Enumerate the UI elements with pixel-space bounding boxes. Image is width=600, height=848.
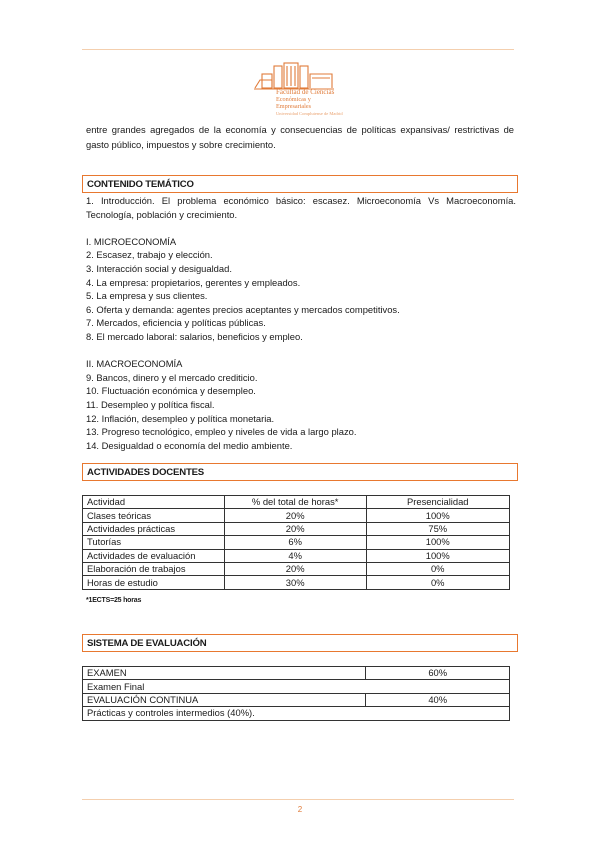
table-row xyxy=(83,562,510,575)
table-row xyxy=(83,549,510,562)
contenido-heading: CONTENIDO TEMÁTICO xyxy=(82,175,518,193)
actividades-heading: ACTIVIDADES DOCENTES xyxy=(82,463,518,481)
evaluacion-heading: SISTEMA DE EVALUACIÓN xyxy=(82,634,518,652)
table-cell: Actividades de evaluación xyxy=(83,549,225,562)
ects-note: *1ECTS=25 horas xyxy=(86,597,142,604)
table-cell: 4% xyxy=(224,549,366,562)
list-item: 13. Progreso tecnológico, empleo y niveles de vida a largo plazo. xyxy=(86,426,357,438)
table-row xyxy=(83,680,510,693)
list-item: 6. Oferta y demanda: agentes precios aceptantes y mercados competitivos. xyxy=(86,303,400,315)
table-cell: Prácticas y controles intermedios (40%). xyxy=(83,707,510,720)
table-cell: Actividades prácticas xyxy=(83,522,225,535)
list-item: 14. Desigualdad o economía del medio ambiente. xyxy=(86,439,293,451)
table-cell: Examen Final xyxy=(83,680,510,693)
table-cell: 0% xyxy=(366,562,510,575)
list-item: 7. Mercados, eficiencia y políticas públicas. xyxy=(86,317,266,329)
header-rule xyxy=(82,49,514,50)
actividades-table xyxy=(82,495,510,590)
table-cell: 75% xyxy=(366,522,510,535)
table-cell: 20% xyxy=(224,522,366,535)
table-row xyxy=(83,536,510,549)
macro-heading: II. MACROECONOMÍA xyxy=(86,358,183,370)
list-item: 5. La empresa y sus clientes. xyxy=(86,290,208,302)
table-header-row xyxy=(83,496,510,509)
list-item: 9. Bancos, dinero y el mercado crediticio. xyxy=(86,371,258,383)
table-cell: 40% xyxy=(366,693,510,706)
table-row xyxy=(83,522,510,535)
logo-line-3: Universidad Complutense de Madrid xyxy=(276,111,343,116)
list-item: 4. La empresa: propietarios, gerentes y empleados. xyxy=(86,276,301,288)
list-item: 11. Desempleo y política fiscal. xyxy=(86,398,215,410)
footer-rule xyxy=(82,799,514,800)
logo-line-1: Facultad de Ciencias xyxy=(276,88,335,96)
table-cell: EXAMEN xyxy=(83,667,366,680)
table-header-cell: Actividad xyxy=(83,496,225,509)
table-cell: Clases teóricas xyxy=(83,509,225,522)
list-item: 10. Fluctuación económica y desempleo. xyxy=(86,385,256,397)
table-cell: EVALUACIÓN CONTINUA xyxy=(83,693,366,706)
table-cell: Tutorías xyxy=(83,536,225,549)
contenido-intro: 1. Introducción. El problema económico básico: escasez. Microeconomía Vs Macroeconomía. Tecnología, población y crecimiento. xyxy=(86,195,516,220)
table-cell: Elaboración de trabajos xyxy=(83,562,225,575)
table-row xyxy=(83,693,510,706)
intro-paragraph: entre grandes agregados de la economía y consecuencias de políticas expansivas/ restrictivas de gasto público, impuestos y sobre crecimiento. xyxy=(86,124,514,150)
table-cell: 6% xyxy=(224,536,366,549)
table-row xyxy=(83,509,510,522)
list-item: 3. Interacción social y desigualdad. xyxy=(86,262,232,274)
contenido-block xyxy=(86,194,516,452)
table-cell: 20% xyxy=(224,509,366,522)
list-item: 12. Inflación, desempleo y política monetaria. xyxy=(86,412,275,424)
faculty-logo-text xyxy=(276,89,346,117)
table-header-cell: % del total de horas* xyxy=(224,496,366,509)
table-header-cell: Presencialidad xyxy=(366,496,510,509)
page-number: 2 xyxy=(297,805,303,814)
table-cell: 100% xyxy=(366,509,510,522)
table-row xyxy=(83,576,510,589)
micro-heading: I. MICROECONOMÍA xyxy=(86,235,177,247)
table-cell: Horas de estudio xyxy=(83,576,225,589)
table-cell: 60% xyxy=(366,667,510,680)
table-row xyxy=(83,667,510,680)
table-cell: 100% xyxy=(366,536,510,549)
list-item: 2. Escasez, trabajo y elección. xyxy=(86,249,213,261)
table-cell: 0% xyxy=(366,576,510,589)
table-cell: 100% xyxy=(366,549,510,562)
table-cell: 30% xyxy=(224,576,366,589)
table-row xyxy=(83,707,510,720)
logo-line-2: Económicas y Empresariales xyxy=(276,96,312,110)
evaluacion-table xyxy=(82,666,510,721)
list-item: 8. El mercado laboral: salarios, beneficios y empleo. xyxy=(86,330,303,342)
table-cell: 20% xyxy=(224,562,366,575)
